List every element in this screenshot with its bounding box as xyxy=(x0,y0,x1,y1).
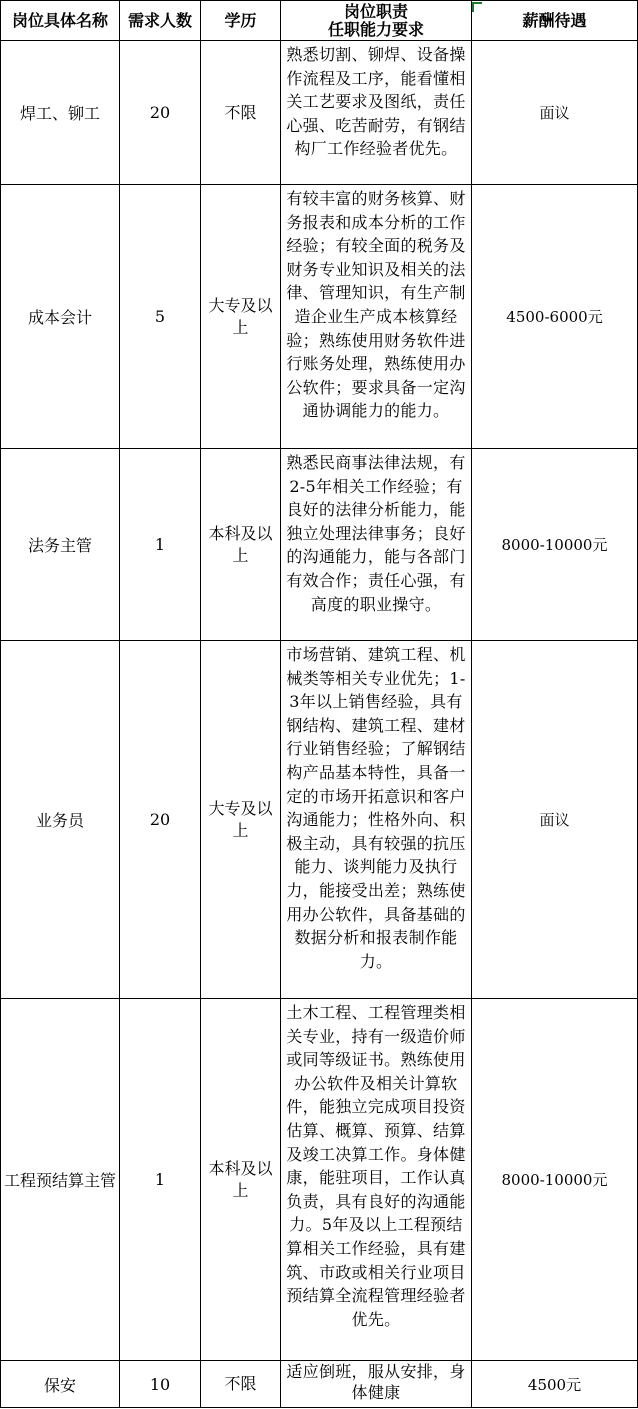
cell-position: 焊工、铆工 xyxy=(1,41,120,185)
cell-position: 成本会计 xyxy=(1,185,120,449)
cell-count: 1 xyxy=(120,449,201,641)
cell-count: 1 xyxy=(120,999,201,1361)
cell-salary: 4500元 xyxy=(472,1361,638,1408)
cell-position: 法务主管 xyxy=(1,449,120,641)
cell-education: 不限 xyxy=(201,1361,281,1408)
cell-duty: 熟悉切割、铆焊、设备操作流程及工序，能看懂相关工艺要求及图纸，责任心强、吃苦耐劳，有钢结构厂工作经验者优先。 xyxy=(281,41,472,185)
table-row xyxy=(1,999,638,1361)
cell-position: 工程预结算主管 xyxy=(1,999,120,1361)
table-row xyxy=(1,641,638,999)
cell-selection-marker-icon xyxy=(472,2,482,12)
cell-salary: 8000-10000元 xyxy=(472,999,638,1361)
cell-education: 本科及以上 xyxy=(201,449,281,641)
cell-count: 5 xyxy=(120,185,201,449)
table-row xyxy=(1,449,638,641)
cell-education: 不限 xyxy=(201,41,281,185)
cell-education: 大专及以上 xyxy=(201,185,281,449)
table-row xyxy=(1,185,638,449)
cell-duty: 土木工程、工程管理类相关专业，持有一级造价师或同等级证书。熟练使用办公软件及相关计算软件，能独立完成项目投资估算、概算、预算、结算及竣工决算工作。身体健康，能驻项目，工作认真负责，具有良好的沟通能力。5年及以上工程预结算相关工作经验，具有建筑、市政或相关行业项目预结算全流程管理经验者优先。 xyxy=(281,999,472,1361)
cell-position: 业务员 xyxy=(1,641,120,999)
header-position: 岗位具体名称 xyxy=(1,1,120,41)
header-salary: 薪酬待遇 xyxy=(472,1,638,41)
cell-duty: 市场营销、建筑工程、机械类等相关专业优先；1-3年以上销售经验，具有钢结构、建筑工程、建材行业销售经验；了解钢结构产品基本特性，具备一定的市场开拓意识和客户沟通能力；性格外向、积极主动，具有较强的抗压能力、谈判能力及执行力，能接受出差；熟练使用办公软件，具备基础的数据分析和报表制作能力。 xyxy=(281,641,472,999)
cell-salary: 8000-10000元 xyxy=(472,449,638,641)
cell-education: 本科及以上 xyxy=(201,999,281,1361)
cell-duty: 有较丰富的财务核算、财务报表和成本分析的工作经验；有较全面的税务及财务专业知识及相关的法律、管理知识，有生产制造企业生产成本核算经验；熟练使用财务软件进行账务处理，熟练使用办公软件；要求具备一定沟通协调能力的能力。 xyxy=(281,185,472,449)
cell-position: 保安 xyxy=(1,1361,120,1408)
header-count: 需求人数 xyxy=(120,1,201,41)
header-row xyxy=(1,1,638,41)
cell-salary: 面议 xyxy=(472,41,638,185)
cell-salary: 4500-6000元 xyxy=(472,185,638,449)
cell-duty: 适应倒班，服从安排，身体健康 xyxy=(281,1361,472,1408)
cell-count: 20 xyxy=(120,641,201,999)
cell-duty: 熟悉民商事法律法规，有2-5年相关工作经验；有良好的法律分析能力，能独立处理法律事务；良好的沟通能力，能与各部门有效合作；责任心强，有高度的职业操守。 xyxy=(281,449,472,641)
cell-count: 20 xyxy=(120,41,201,185)
header-duty xyxy=(281,1,472,41)
header-duty-line1: 岗位职责 xyxy=(343,1,408,21)
cell-count: 10 xyxy=(120,1361,201,1408)
table-row xyxy=(1,1361,638,1408)
cell-salary: 面议 xyxy=(472,641,638,999)
header-duty-line2: 任职能力要求 xyxy=(327,19,424,39)
header-education: 学历 xyxy=(201,1,281,41)
table-row xyxy=(1,41,638,185)
cell-education: 大专及以上 xyxy=(201,641,281,999)
